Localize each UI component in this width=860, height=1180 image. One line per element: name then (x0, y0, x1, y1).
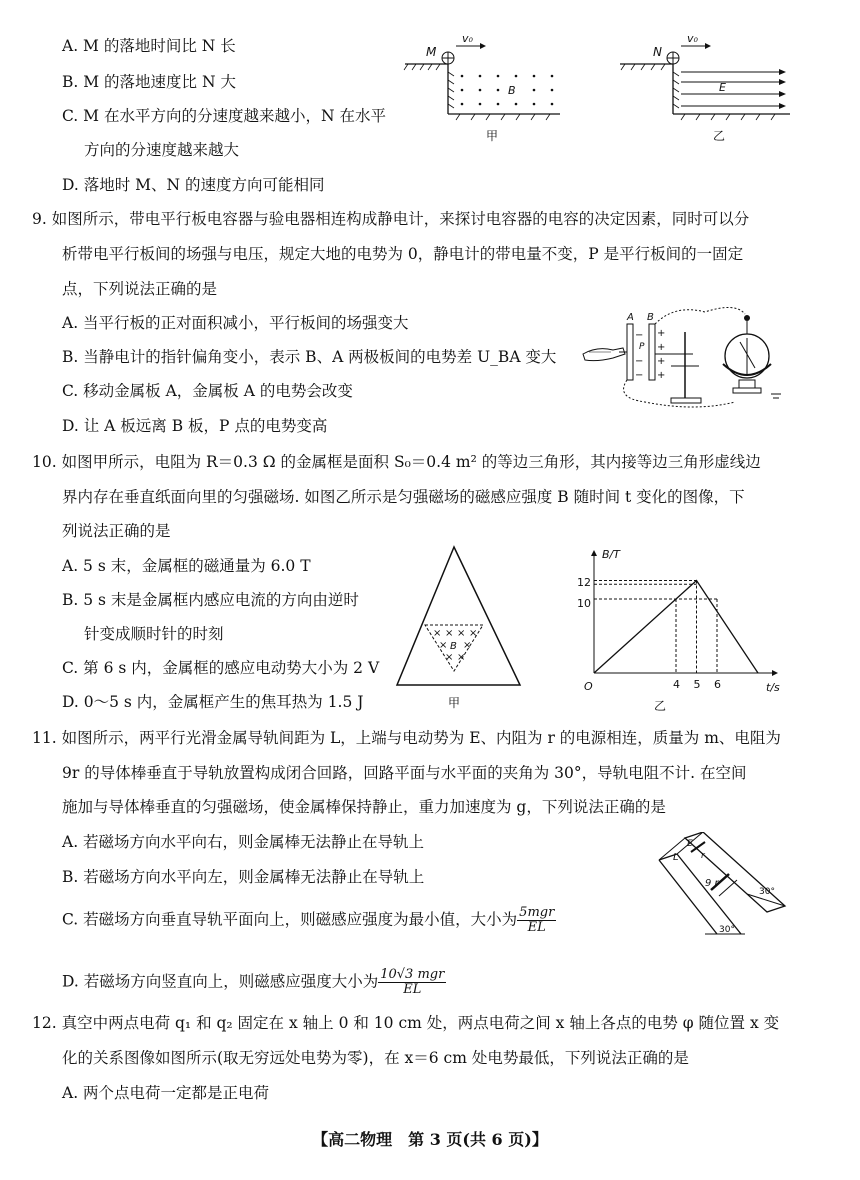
q11-label-e: E (687, 839, 693, 849)
q10-caption-yi: 乙 (654, 699, 667, 713)
chart-x-tick-5: 5 (693, 678, 701, 691)
chart-ylabel: B/T (602, 548, 620, 561)
q11-option-a: A. 若磁场方向水平向右，则金属棒无法静止在导轨上 (62, 833, 425, 851)
q8-label-v0-left: v₀ (462, 32, 473, 45)
chart-x-tick-6: 6 (714, 678, 721, 691)
q10-option-b-line2: 针变成顺时针的时刻 (84, 625, 224, 643)
svg-text:×: × (457, 628, 466, 639)
svg-text:×: × (439, 640, 448, 651)
q9-label-p: P (639, 342, 645, 352)
q10-figure-triangle (395, 545, 545, 715)
q8-option-b: B. M 的落地速度比 N 大 (62, 73, 236, 91)
q11-option-d-fraction (378, 968, 446, 997)
svg-text:×: × (457, 652, 466, 663)
svg-text:+: + (657, 370, 666, 381)
q10-option-d: D. 0～5 s 内，金属框产生的焦耳热为 1.5 J (62, 693, 364, 711)
q11-d-numerator: 10√3 mgr (380, 967, 445, 982)
q11-label-9r: 9 r (705, 878, 719, 889)
q9-stem-line3: 点，下列说法正确的是 (62, 280, 218, 298)
q12-stem-line2: 化的关系图像如图所示(取无穷远处电势为零)，在 x＝6 cm 处电势最低，下列说法正确的是 (62, 1049, 689, 1067)
q9-option-d: D. 让 A 板远离 B 板，P 点的电势变高 (62, 417, 328, 435)
svg-text:×: × (463, 640, 472, 651)
q11-angle-upper: 30° (759, 887, 775, 897)
q10-option-a: A. 5 s 末，金属框的磁通量为 6.0 T (62, 557, 311, 575)
q11-label-l: L (673, 852, 679, 863)
q11-option-b: B. 若磁场方向水平向左，则金属棒无法静止在导轨上 (62, 868, 425, 886)
q11-label-r: r (701, 851, 705, 861)
svg-text:×: × (445, 652, 454, 663)
q11-c-numerator: 5mgr (519, 905, 555, 920)
svg-text:×: × (469, 628, 478, 639)
svg-text:+: + (657, 328, 666, 339)
q11-angle-lower: 30° (719, 925, 735, 935)
q10-stem-line3: 列说法正确的是 (62, 522, 171, 540)
q10-caption-jia: 甲 (448, 696, 461, 710)
q8-label-n: N (653, 45, 662, 59)
q12-option-a: A. 两个点电荷一定都是正电荷 (62, 1084, 270, 1102)
q10-option-b-line1: B. 5 s 末是金属框内感应电流的方向由逆时 (62, 591, 359, 609)
q8-option-c-line2: 方向的分速度越来越大 (84, 141, 240, 159)
q8-figure-left (400, 28, 570, 148)
chart-origin: O (584, 680, 593, 693)
q10-stem-line2: 界内存在垂直纸面向里的匀强磁场. 如图乙所示是匀强磁场的磁感应强度 B 随时间 t 变化的图像，下 (62, 488, 745, 506)
svg-text:×: × (433, 628, 442, 639)
svg-text:−: − (635, 356, 644, 367)
q11-option-d-text: D. 若磁场方向竖直向上，则磁感应强度大小为 (62, 972, 379, 991)
svg-text:−: − (635, 370, 644, 381)
q10-option-c: C. 第 6 s 内，金属框的感应电动势大小为 2 V (62, 659, 380, 677)
svg-text:+: + (657, 356, 666, 367)
q9-figure-electrometer (575, 302, 790, 414)
chart-y-tick-10: 10 (577, 597, 591, 610)
q8-caption-jia: 甲 (486, 129, 499, 143)
q9-option-a: A. 当平行板的正对面积减小，平行板间的场强变大 (62, 314, 409, 332)
q9-option-b: B. 当静电计的指针偏角变小，表示 B、A 两极板间的电势差 U_BA 变大 (62, 348, 557, 366)
q8-option-d: D. 落地时 M、N 的速度方向可能相同 (62, 176, 325, 194)
chart-xlabel: t/s (766, 681, 780, 694)
q8-figure-right (615, 28, 805, 148)
q11-option-c (62, 906, 556, 935)
q9-option-c: C. 移动金属板 A，金属板 A 的电势会改变 (62, 382, 353, 400)
q10-label-b: B (450, 641, 457, 652)
q11-option-d (62, 968, 446, 997)
q12-stem-line1: 12. 真空中两点电荷 q₁ 和 q₂ 固定在 x 轴上 0 和 10 cm 处，两点电荷之间 x 轴上各点的电势 φ 随位置 x 变 (32, 1014, 780, 1032)
q9-label-b: B (647, 312, 654, 323)
q11-stem-line3: 施加与导体棒垂直的匀强磁场，使金属棒保持静止，重力加速度为 g，下列说法正确的是 (62, 798, 666, 816)
q10-chart (572, 548, 792, 716)
svg-text:−: − (635, 330, 644, 341)
q8-label-v0-right: v₀ (687, 32, 698, 45)
page-footer: 【高二物理 第 3 页(共 6 页)】 (312, 1130, 548, 1149)
q11-stem-line1: 11. 如图所示，两平行光滑金属导轨间距为 L，上端与电动势为 E、内阻为 r 的电源相连，质量为 m、电阻为 (32, 729, 781, 747)
q9-stem-line1: 9. 如图所示，带电平行板电容器与验电器相连构成静电计，来探讨电容器的电容的决定因素，同时可以分 (32, 210, 750, 228)
q8-label-b: B (508, 84, 516, 97)
svg-text:×: × (445, 628, 454, 639)
q11-d-denominator: EL (403, 982, 422, 997)
q9-label-a: A (627, 312, 634, 323)
q11-stem-line2: 9r 的导体棒垂直于导轨放置构成闭合回路，回路平面与水平面的夹角为 30°，导轨电阻不计. 在空间 (62, 764, 747, 782)
q11-c-denominator: EL (527, 920, 546, 935)
q8-label-m: M (426, 45, 437, 59)
chart-x-tick-4: 4 (673, 678, 680, 691)
q8-label-e: E (719, 81, 726, 94)
q10-stem-line1: 10. 如图甲所示，电阻为 R＝0.3 Ω 的金属框是面积 S₀＝0.4 m² 的等边三角形，其内接等边三角形虚线边 (32, 453, 761, 471)
q8-option-c-line1: C. M 在水平方向的分速度越来越小，N 在水平 (62, 107, 386, 125)
q11-option-c-text: C. 若磁场方向垂直导轨平面向上，则磁感应强度为最小值，大小为 (62, 910, 518, 929)
q11-figure-rails (655, 832, 795, 944)
chart-y-tick-12: 12 (577, 576, 591, 590)
q9-stem-line2: 析带电平行板间的场强与电压，规定大地的电势为 0，静电计的带电量不变，P 是平行板间的一固定 (62, 245, 744, 263)
q8-caption-yi: 乙 (713, 129, 726, 143)
q11-option-c-fraction (517, 906, 556, 935)
svg-text:+: + (657, 342, 666, 353)
q8-option-a: A. M 的落地时间比 N 长 (62, 37, 236, 55)
